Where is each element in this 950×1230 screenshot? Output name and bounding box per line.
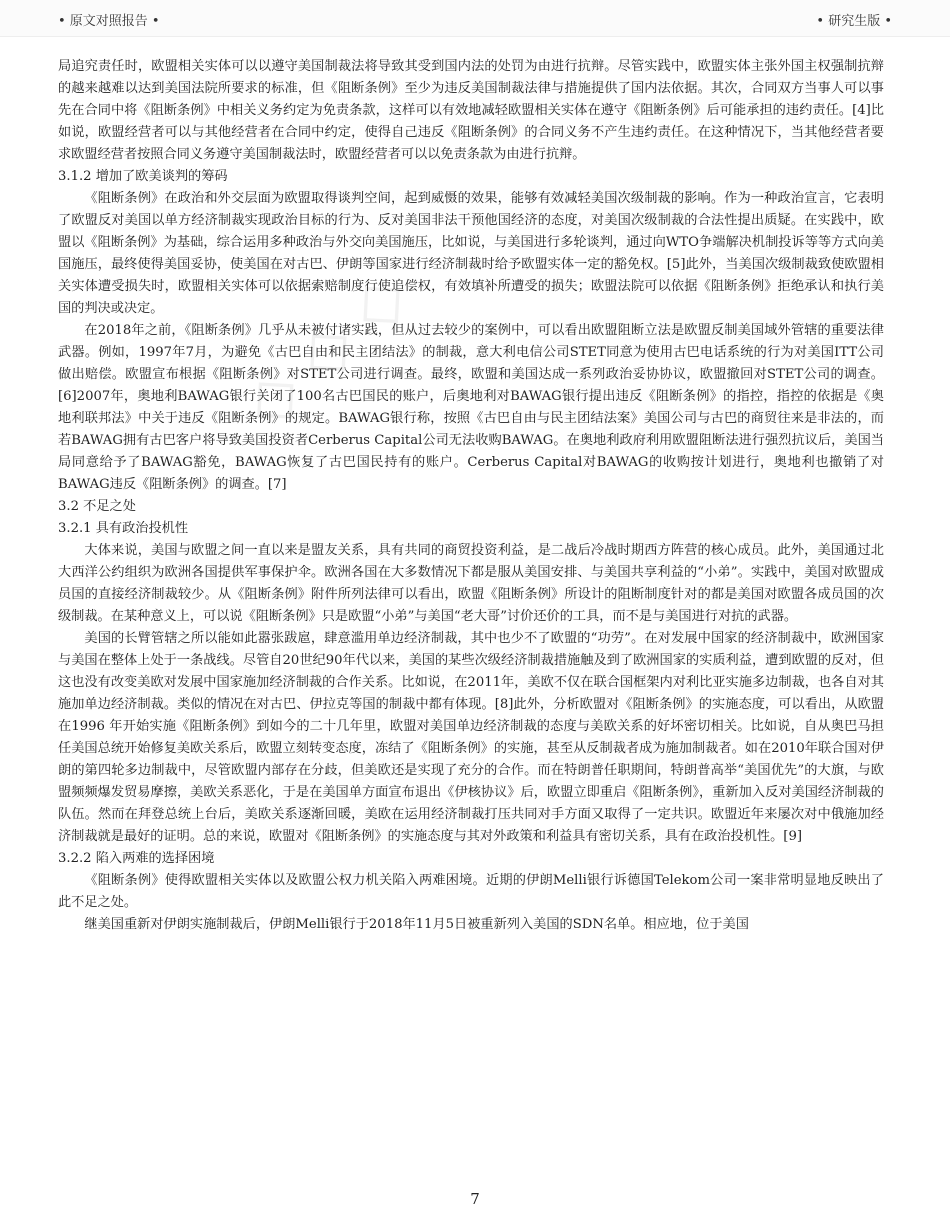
paragraph: 《阻断条例》使得欧盟相关实体以及欧盟公权力机关陷入两难困境。近期的伊朗Melli银行诉德国Telekom公司一案非常明显地反映出了此不足之处。 bbox=[58, 873, 884, 910]
paragraph: 局追究责任时，欧盟相关实体可以以遵守美国制裁法将导致其受到国内法的处罚为由进行抗辩。尽管实践中，欧盟实体主张外国主权强制抗辩的越来越难以达到美国法院所要求的标准，但《阻断条例》至少为违反美国制裁法律与措施提供了国内法依据。其次，合同双方当事人可以事先在合同中将《阻断条例》中相关义务约定为免责条款，这样可以有效地减轻欧盟相关实体在遵守《阻断条例》后可能承担的违约责任。[4]比如说，欧盟经营者可以与其他经营者在合同中约定，使得自己违反《阻断条例》的合同义务不产生违约责任。在这种情况下，当其他经营者要求欧盟经营者按照合同义务遵守美国制裁法时，欧盟经营者可以以免责条款为由进行抗辩。 bbox=[58, 59, 884, 162]
header-left-label: • 原文对照报告 • bbox=[58, 14, 160, 29]
section-heading: 3.2.1 具有政治投机性 bbox=[58, 521, 189, 536]
page-header bbox=[0, 0, 950, 37]
page-number: 7 bbox=[470, 1190, 480, 1208]
section-heading: 3.2 不足之处 bbox=[58, 499, 136, 514]
section-heading: 3.1.2 增加了欧美谈判的筹码 bbox=[58, 169, 228, 184]
paragraph: 在2018年之前，《阻断条例》几乎从未被付诸实践，但从过去较少的案例中，可以看出欧盟阻断立法是欧盟反制美国域外管辖的重要法律武器。例如，1997年7月，为避免《古巴自由和民主团结法》的制裁，意大利电信公司STET同意为使用古巴电话系统的行为对美国ITT公司做出赔偿。欧盟宣布根据《阻断条例》对STET公司进行调查。最终，欧盟和美国达成一系列政治妥协协议，欧盟撤回对STET公司的调查。[6]2007年，奥地利BAWAG银行关闭了100名古巴国民的账户，后奥地利对BAWAG银行提出违反《阻断条例》的指控，指控的依据是《奥地利联邦法》中关于违反《阻断条例》的规定。BAWAG银行称，按照《古巴自由与民主团结法案》美国公司与古巴的商贸往来是非法的，而若BAWAG拥有古巴客户将导致美国投资者Cerberus Capital公司无法收购BAWAG。在奥地利政府利用欧盟阻断法进行强烈抗议后，美国当局同意给予了BAWAG豁免，BAWAG恢复了古巴国民持有的账户。Cerberus Capital对BAWAG的收购按计划进行，奥地利也撤销了对BAWAG违反《阻断条例》的调查。[7] bbox=[58, 323, 884, 492]
paragraph: 继美国重新对伊朗实施制裁后，伊朗Melli银行于2018年11月5日被重新列入美国的SDN名单。相应地，位于美国 bbox=[84, 917, 749, 932]
document-body bbox=[58, 56, 884, 936]
section-heading: 3.2.2 陷入两难的选择困境 bbox=[58, 851, 215, 866]
paragraph: 大体来说，美国与欧盟之间一直以来是盟友关系，具有共同的商贸投资利益，是二战后冷战时期西方阵营的核心成员。此外，美国通过北大西洋公约组织为欧洲各国提供军事保护伞。欧洲各国在大多数情况下都是服从美国安排、与美国共享利益的“小弟”。实践中，美国对欧盟成员国的直接经济制裁较少。从《阻断条例》附件所列法律可以看出，欧盟《阻断条例》所设计的阻断制度针对的都是美国对欧盟各成员国的次级制裁。在某种意义上，可以说《阻断条例》只是欧盟“小弟”与美国“老大哥”讨价还价的工具，而不是与美国进行对抗的武器。 bbox=[58, 543, 884, 624]
header-right-label: • 研究生版 • bbox=[816, 14, 892, 29]
watermark: ◇ ◇ ◇ bbox=[229, 257, 422, 442]
paragraph: 美国的长臂管辖之所以能如此嚣张跋扈，肆意滥用单边经济制裁，其中也少不了欧盟的“功劳”。在对发展中国家的经济制裁中，欧洲国家与美国在整体上处于一条战线。尽管自20世纪90年代以来，美国的某些次级经济制裁措施触及到了欧洲国家的实质利益，遭到欧盟的反对，但这也没有改变美欧对发展中国家施加经济制裁的合作关系。比如说，在2011年，美欧不仅在联合国框架内对利比亚实施多边制裁，也各自对其施加单边经济制裁。类似的情况在对古巴、伊拉克等国的制裁中都有体现。[8]此外，分析欧盟对《阻断条例》的实施态度，可以看出，从欧盟在1996 年开始实施《阻断条例》到如今的二十几年里，欧盟对美国单边经济制裁的态度与美欧关系的好坏密切相关。比如说，自从奥巴马担任美国总统开始修复美欧关系后，欧盟立刻转变态度，冻结了《阻断条例》的实施，甚至从反制裁者成为施加制裁者。如在2010年联合国对伊朗的第四轮多边制裁中，尽管欧盟内部存在分歧，但美欧还是实现了充分的合作。而在特朗普任职期间，特朗普高举“美国优先”的大旗，与欧盟频频爆发贸易摩擦，美欧关系恶化，于是在美国单方面宣布退出《伊核协议》后，欧盟立即重启《阻断条例》，重新加入反对美国经济制裁的队伍。然而在拜登总统上台后，美欧关系逐渐回暖，美欧在运用经济制裁打压共同对手方面又取得了一定共识。欧盟近年来屡次对中俄施加经济制裁就是最好的证明。总的来说，欧盟对《阻断条例》的实施态度与其对外政策和利益具有密切关系，具有在政治投机性。[9] bbox=[58, 631, 884, 844]
paragraph: 《阻断条例》在政治和外交层面为欧盟取得谈判空间，起到威慑的效果，能够有效减轻美国次级制裁的影响。作为一种政治宣言，它表明了欧盟反对美国以单方经济制裁实现政治目标的行为、反对美国非法干预他国经济的态度，对美国次级制裁的合法性提出质疑。在实践中，欧盟以《阻断条例》为基础，综合运用多种政治与外交向美国施压，比如说，与美国进行多轮谈判，通过向WTO争端解决机制投诉等等方式向美国施压，最终使得美国妥协，使美国在对古巴、伊朗等国家进行经济制裁时给予欧盟实体一定的豁免权。[5]此外，当美国次级制裁致使欧盟相关实体遭受损失时，欧盟相关实体可以依据索赔制度行使追偿权，有效填补所遭受的损失；欧盟法院可以依据《阻断条例》拒绝承认和执行美国的判决或决定。 bbox=[58, 191, 884, 316]
